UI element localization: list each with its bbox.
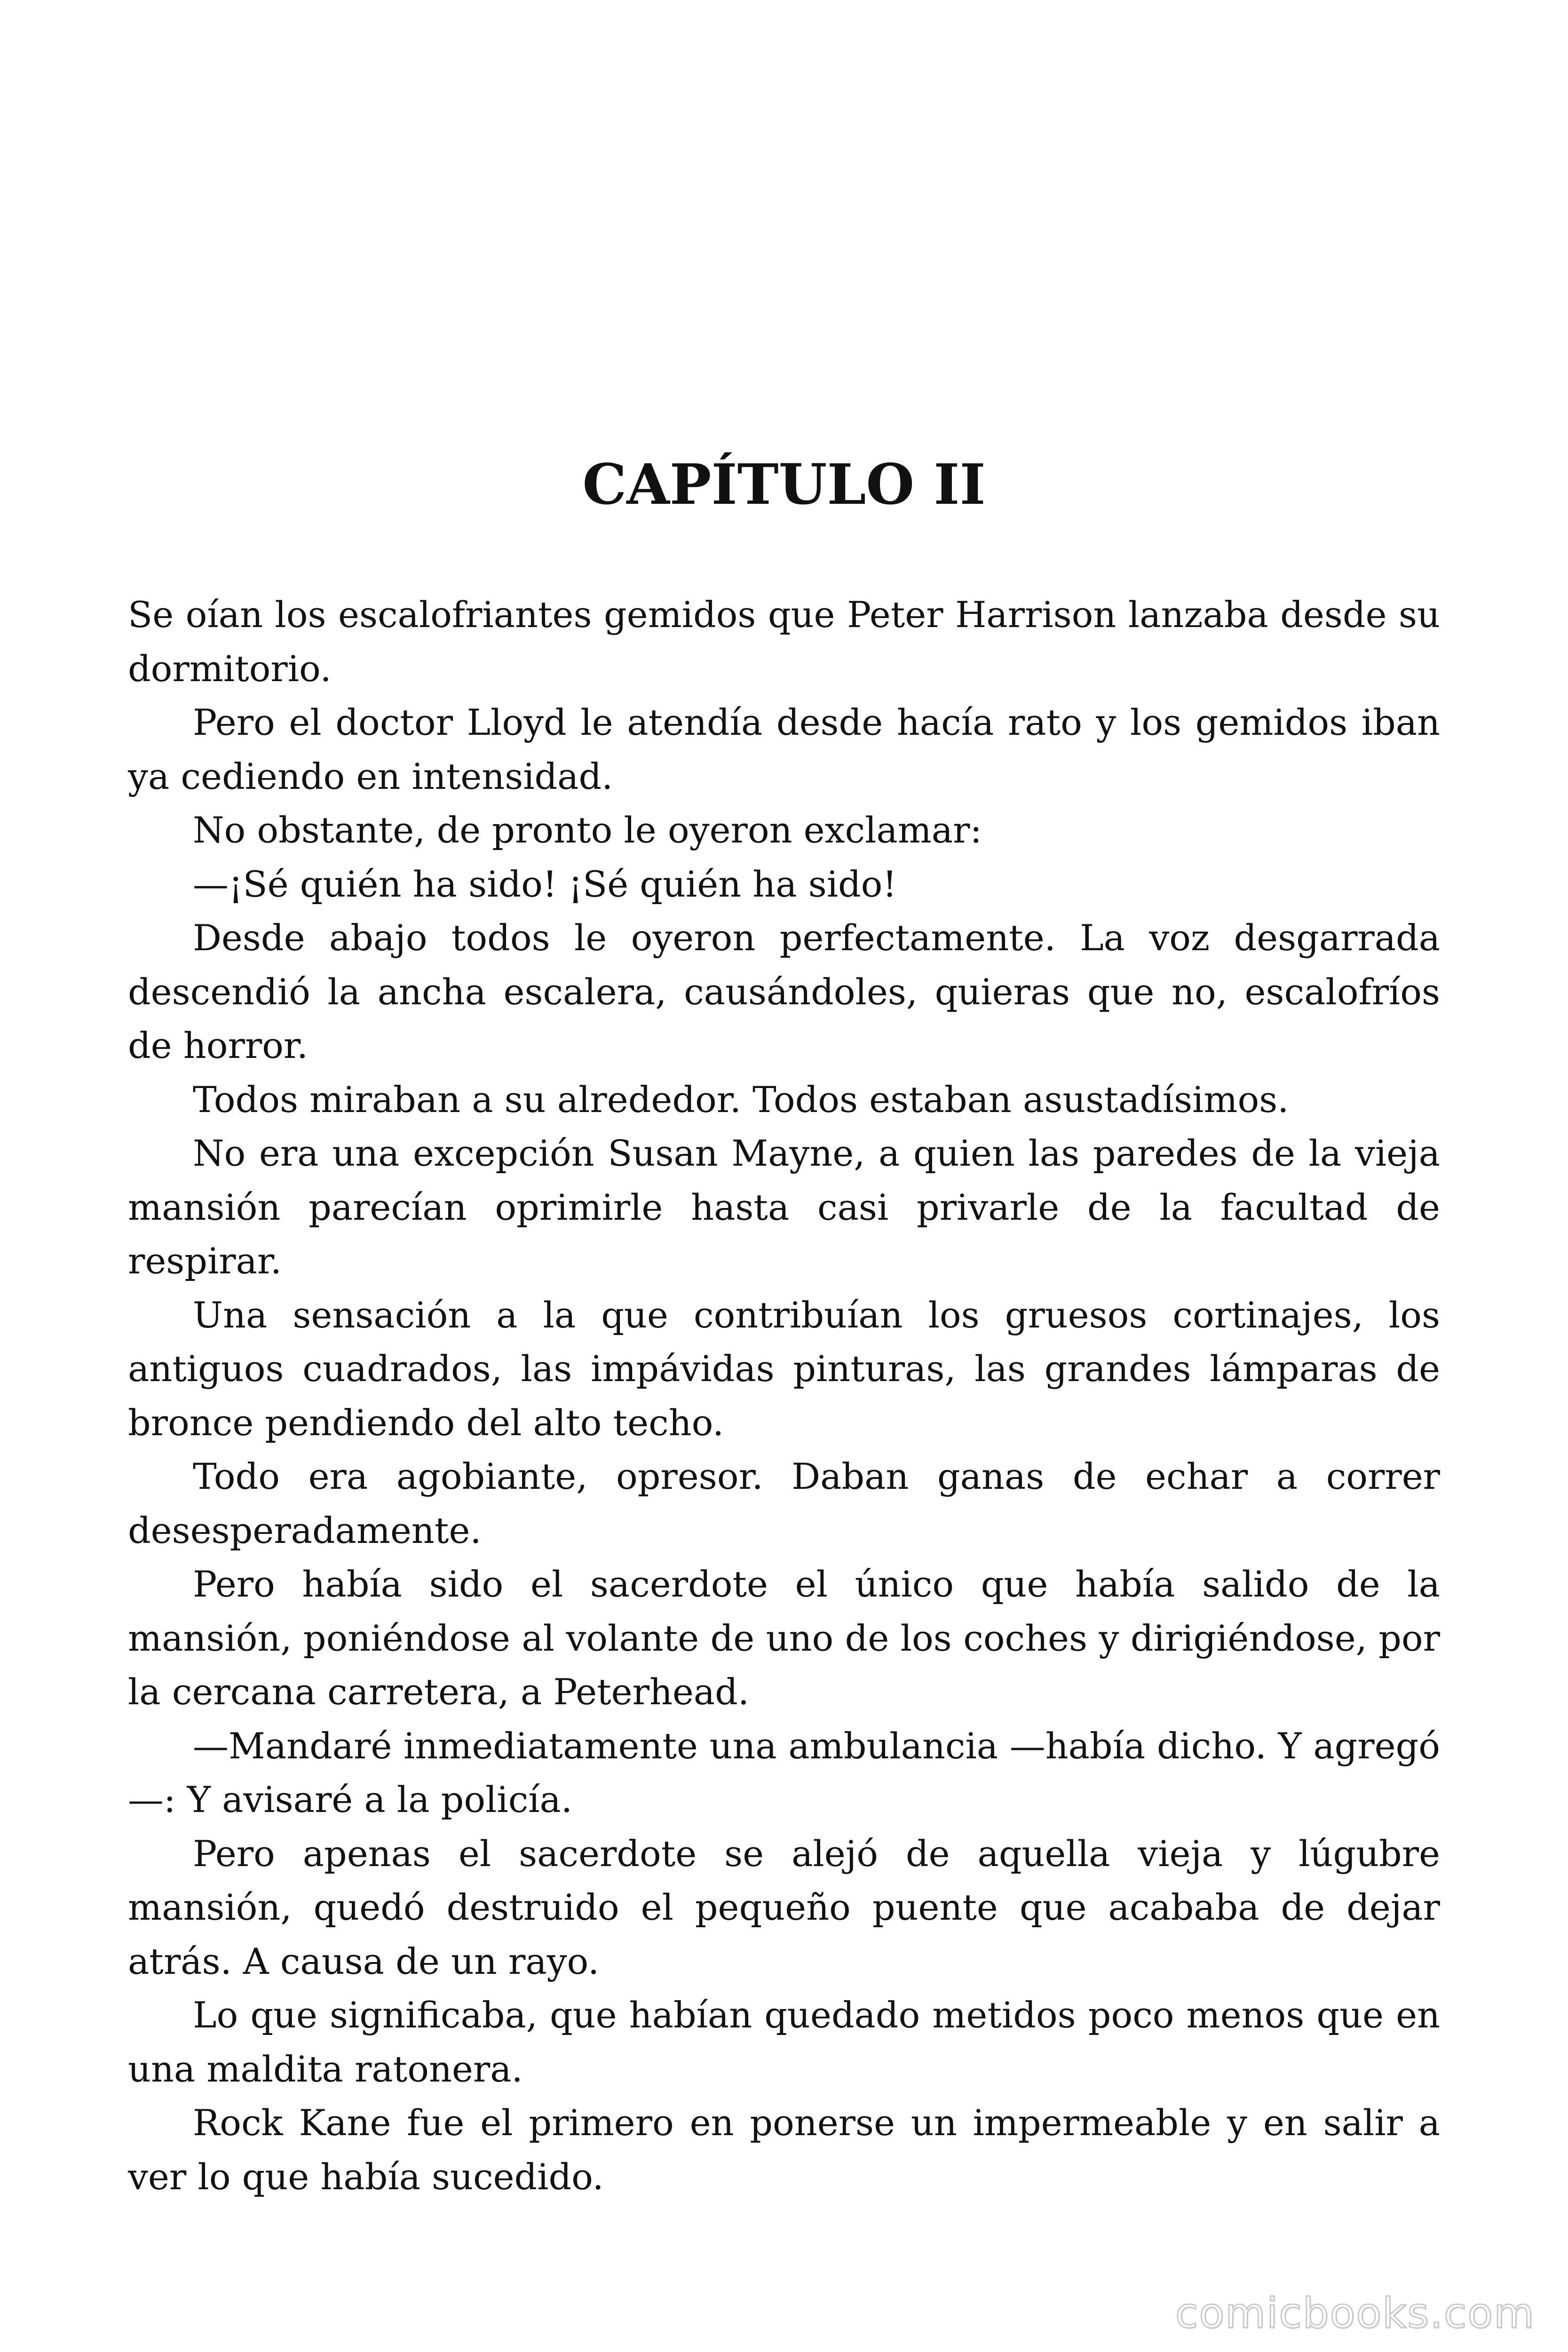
paragraph: No era una excepción Susan Mayne, a quien las paredes de la vieja mansión parecían oprimirle hasta casi privarle de la facultad de respirar.	[128, 1132, 1440, 1282]
paragraph: Desde abajo todos le oyeron perfectamente. La voz desgarrada descendió la ancha escalera, causándoles, quieras que no, escalofríos de horror.	[128, 917, 1440, 1066]
paragraph: Todos miraban a su alrededor. Todos estaban asustadísimos.	[193, 1078, 1289, 1120]
chapter-body	[128, 588, 1440, 2204]
paragraph: Pero apenas el sacerdote se alejó de aquella vieja y lúgubre mansión, quedó destruido el pequeño puente que acababa de dejar atrás. A causa de un rayo.	[128, 1832, 1440, 1982]
paragraph: Pero el doctor Lloyd le atendía desde hacía rato y los gemidos iban ya cediendo en intensidad.	[128, 701, 1440, 797]
paragraph: Rock Kane fue el primero en ponerse un impermeable y en salir a ver lo que había sucedido.	[128, 2102, 1440, 2198]
paragraph: Se oían los escalofriantes gemidos que Peter Harrison lanzaba desde su dormitorio.	[128, 594, 1440, 690]
paragraph: —¡Sé quién ha sido! ¡Sé quién ha sido!	[193, 863, 897, 905]
watermark: comicbooks.com	[1175, 2289, 1535, 2337]
chapter-title: CAPÍTULO II	[582, 452, 986, 517]
paragraph: No obstante, de pronto le oyeron exclamar:	[193, 809, 982, 851]
paragraph: Lo que significaba, que habían quedado metidos poco menos que en una maldita ratonera.	[128, 1994, 1440, 2090]
paragraph: —Mandaré inmediatamente una ambulancia —había dicho. Y agregó—: Y avisaré a la policía.	[128, 1724, 1440, 1820]
paragraph: Pero había sido el sacerdote el único que había salido de la mansión, poniéndose al volante de uno de los coches y dirigiéndose, por la cercana carretera, a Peterhead.	[128, 1563, 1440, 1713]
paragraph: Todo era agobiante, opresor. Daban ganas de echar a correr desesperadamente.	[128, 1455, 1440, 1551]
paragraph: Una sensación a la que contribuían los gruesos cortinajes, los antiguos cuadrados, las impávidas pinturas, las grandes lámparas de bronce pendiendo del alto techo.	[128, 1294, 1440, 1444]
